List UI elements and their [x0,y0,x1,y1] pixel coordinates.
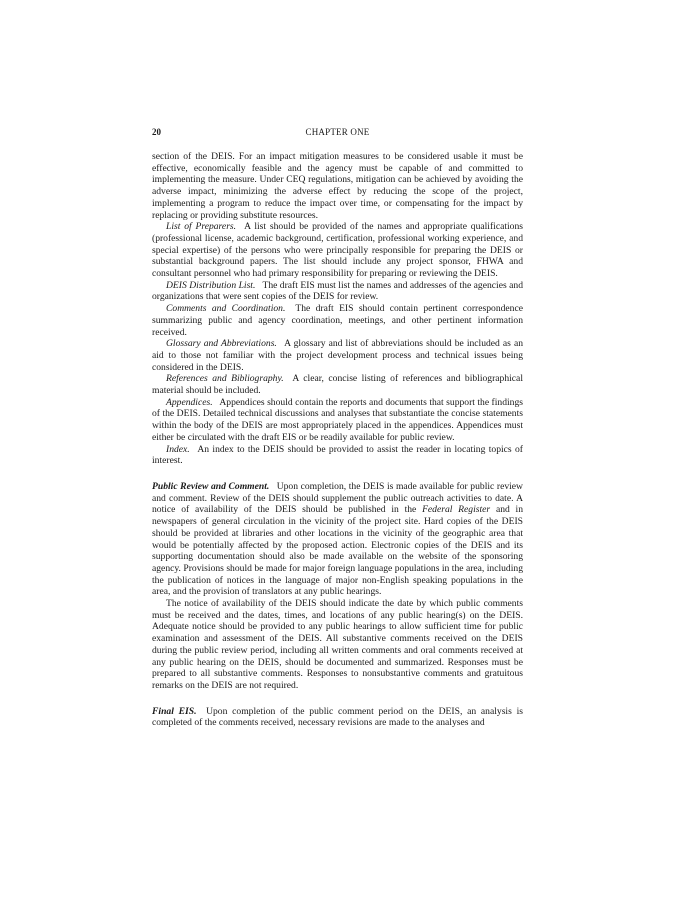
notice-availability-paragraph: The notice of availability of the DEIS should indicate the date by which public comments must be received and the dates, times, and locations of any public hearing(s) on the DEIS. Adequate notice should be provided to any public hearings to allow sufficient time for public examination and assessment of the DEIS. All substantive comments received on the DEIS during the public review period, including all written comments and oral comments received at any public hearing on the DEIS, should be documented and summarized. Responses must be prepared to all substantive comments. Responses to nonsubstantive comments and gratuitous remarks on the DEIS are not required. [152,598,523,691]
distribution-list-heading: DEIS Distribution List. [166,279,256,291]
references-text: A clear, concise listing of references and bibliographical material should be included. [152,373,523,397]
body-text [152,151,523,729]
references-heading: References and Bibliography. [166,373,284,385]
distribution-list-paragraph [152,280,523,303]
section-spacer [152,467,523,481]
public-review-text-end: and in newspapers of general circulation in the vicinity of the project site. Hard copies of the DEIS should be provided at libraries and other locations in the vicinity of the geographic area that would be potentially affected by the proposed action. Electronic copies of the DEIS and its supporting documentation should also be made available on the website of the sponsoring agency. Provisions should be made for major foreign language populations in the area, including the publication of notices in the language of major non-English speaking populations in the area, and the provision of translators at any public hearings. [152,504,524,598]
appendices-paragraph [152,397,523,444]
appendices-text: Appendices should contain the reports and documents that support the findings of the DEIS. Detailed technical discussions and analyses that substantiate the concise statements within the body of the DEIS are most appropriately placed in the appendices. Appendices must either be circulated with the draft EIS or be readily available for public review. [152,396,523,443]
index-heading: Index. [166,443,190,455]
appendices-heading: Appendices. [166,396,213,408]
glossary-text: A glossary and list of abbreviations should be included as an aid to those not familiar with the project development process and technical issues being considered in the DEIS. [152,338,523,373]
glossary-paragraph [152,338,523,373]
opening-paragraph: section of the DEIS. For an impact mitigation measures to be considered usable it must be effective, economically feasible and the agency must be capable of and committed to implementing the measure. Under CEQ regulations, mitigation can be achieved by avoiding the adverse impact, minimizing the adverse effect by reducing the scope of the project, implementing a program to reduce the impact over time, or compensating for the impact by replacing or providing substitute resources. [152,151,523,221]
public-review-text-start: Upon completion, the DEIS is made available for public review and comment. Review of the DEIS should supplement the public outreach activities to date. A notice of availability of the DEIS should be published in the [152,480,523,516]
comments-coordination-paragraph [152,303,523,338]
section-spacer [152,692,523,706]
list-of-preparers-paragraph [152,221,523,280]
glossary-heading: Glossary and Abbreviations. [166,338,277,350]
index-paragraph [152,444,523,467]
final-eis-paragraph [152,706,523,729]
public-review-paragraph [152,481,523,598]
page-number: 20 [152,127,161,137]
public-review-heading: Public Review and Comment. [152,480,270,492]
final-eis-heading: Final EIS. [152,705,197,717]
index-text: An index to the DEIS should be provided to assist the reader in locating topics of interest. [152,443,523,467]
running-head [152,126,523,138]
comments-coordination-heading: Comments and Coordination. [166,303,286,315]
distribution-list-text: The draft EIS must list the names and addresses of the agencies and organizations that were sent copies of the DEIS for review. [152,279,523,303]
list-of-preparers-text: A list should be provided of the names and appropriate qualifications (professional license, academic background, certification, professional working experience, and special expertise) of the persons who were principally responsible for preparing the DEIS or substantial background papers. The list should include any project sponsor, FHWA and consultant personnel who had primary responsibility for preparing or reviewing the DEIS. [152,221,523,280]
references-paragraph [152,373,523,396]
chapter-title: CHAPTER ONE [305,127,370,137]
comments-coordination-text: The draft EIS should contain pertinent correspondence summarizing public and agency coordination, meetings, and other pertinent information received. [152,303,523,338]
final-eis-text: Upon completion of the public comment period on the DEIS, an analysis is completed of the comments received, necessary revisions are made to the analyses and [152,705,523,729]
list-of-preparers-heading: List of Preparers. [166,221,237,233]
federal-register-title: Federal Register [422,504,491,516]
